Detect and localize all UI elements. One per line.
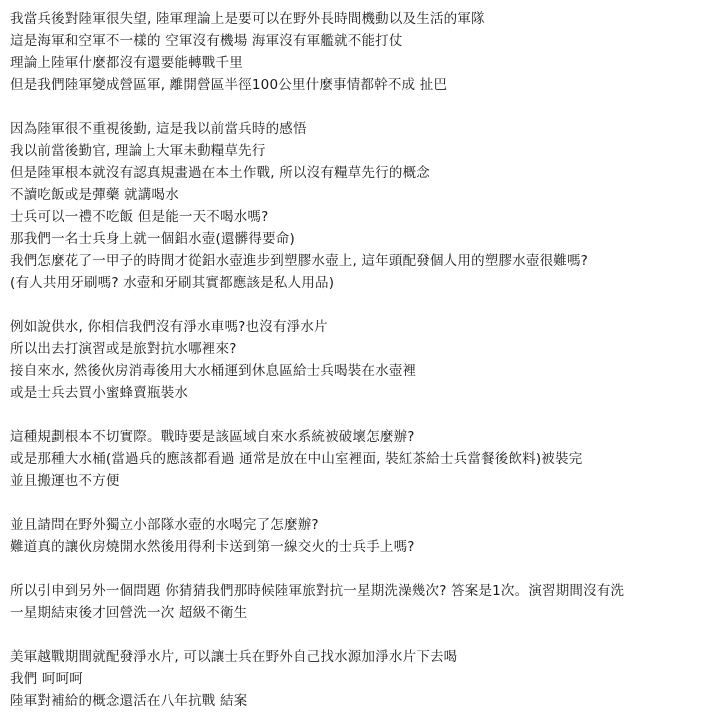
text-line: 那我們一名士兵身上就一個鋁水壺(還髒得要命): [10, 231, 295, 247]
text-line: 難道真的讓伙房燒開水然後用得利卡送到第一線交火的士兵手上嗎?: [10, 539, 415, 555]
text-line: 接自來水, 然後伙房消毒後用大水桶運到休息區給士兵喝裝在水壺裡: [10, 363, 417, 379]
text-line: 但是我們陸軍變成營區軍, 離開營區半徑100公里什麼事情都幹不成 扯巴: [10, 77, 448, 93]
text-line: 但是陸軍根本就沒有認真規畫過在本土作戰, 所以沒有糧草先行的概念: [10, 165, 430, 181]
text-line: 我們 呵呵呵: [10, 671, 83, 687]
text-line: 或是那種大水桶(當過兵的應該都看過 通常是放在中山室裡面, 裝紅茶給士兵當餐後飲料)被裝完: [10, 451, 583, 467]
text-line: 這是海軍和空軍不一樣的 空軍沒有機場 海軍沒有軍艦就不能打仗: [10, 33, 403, 49]
paragraph-bathing-frequency: [10, 580, 710, 624]
paragraph-water-purification: [10, 316, 710, 404]
text-line: 我以前當後勤官, 理論上大軍未動糧草先行: [10, 143, 266, 159]
text-line: 美軍越戰期間就配發淨水片, 可以讓士兵在野外自己找水源加淨水片下去喝: [10, 649, 458, 665]
text-line: 這種規劃根本不切實際。戰時要是該區域自來水系統被破壞怎麼辦?: [10, 429, 415, 445]
paragraph-unrealistic-planning: [10, 426, 710, 492]
text-line: 或是士兵去買小蜜蜂賣瓶裝水: [10, 385, 189, 401]
paragraph-logistics-neglect: [10, 118, 710, 294]
text-line: 不讀吃飯或是彈藥 就講喝水: [10, 187, 179, 203]
text-line: 我們怎麼花了一甲子的時間才從鋁水壺進步到塑膠水壺上, 這年頭配發個人用的塑膠水壺很難嗎?: [10, 253, 589, 269]
paragraph-spacer: [10, 96, 710, 118]
text-line: 我當兵後對陸軍很失望, 陸軍理論上是要可以在野外長時間機動以及生活的軍隊: [10, 11, 485, 27]
text-line: 並且請問在野外獨立小部隊水壺的水喝完了怎麼辦?: [10, 517, 319, 533]
paragraph-army-disappointment: [10, 8, 710, 96]
text-line: (有人共用牙刷嗎? 水壺和牙刷其實都應該是私人用品): [10, 275, 335, 291]
text-line: 例如說供水, 你相信我們沒有淨水車嗎?也沒有淨水片: [10, 319, 328, 335]
paragraph-spacer: [10, 492, 710, 514]
text-line: 陸軍對補給的概念還活在八年抗戰 結案: [10, 693, 248, 709]
text-line: 並且搬運也不方便: [10, 473, 120, 489]
paragraph-spacer: [10, 294, 710, 316]
paragraph-independent-unit: [10, 514, 710, 558]
text-line: 一星期結束後才回營洗一次 超級不衛生: [10, 605, 248, 621]
paragraph-spacer: [10, 558, 710, 580]
paragraph-spacer: [10, 404, 710, 426]
text-line: 士兵可以一禮不吃飯 但是能一天不喝水嗎?: [10, 209, 269, 225]
text-line: 所以出去打演習或是旅對抗水哪裡來?: [10, 341, 237, 357]
paragraph-vietnam-comparison: [10, 646, 710, 712]
paragraph-spacer: [10, 624, 710, 646]
text-line: 因為陸軍很不重視後勤, 這是我以前當兵時的感悟: [10, 121, 307, 137]
text-line: 所以引申到另外一個問題 你猜猜我們那時候陸軍旅對抗一星期洗澡幾次? 答案是1次。演習期間沒有洗: [10, 583, 625, 599]
text-line: 理論上陸軍什麼都沒有還要能轉戰千里: [10, 55, 243, 71]
